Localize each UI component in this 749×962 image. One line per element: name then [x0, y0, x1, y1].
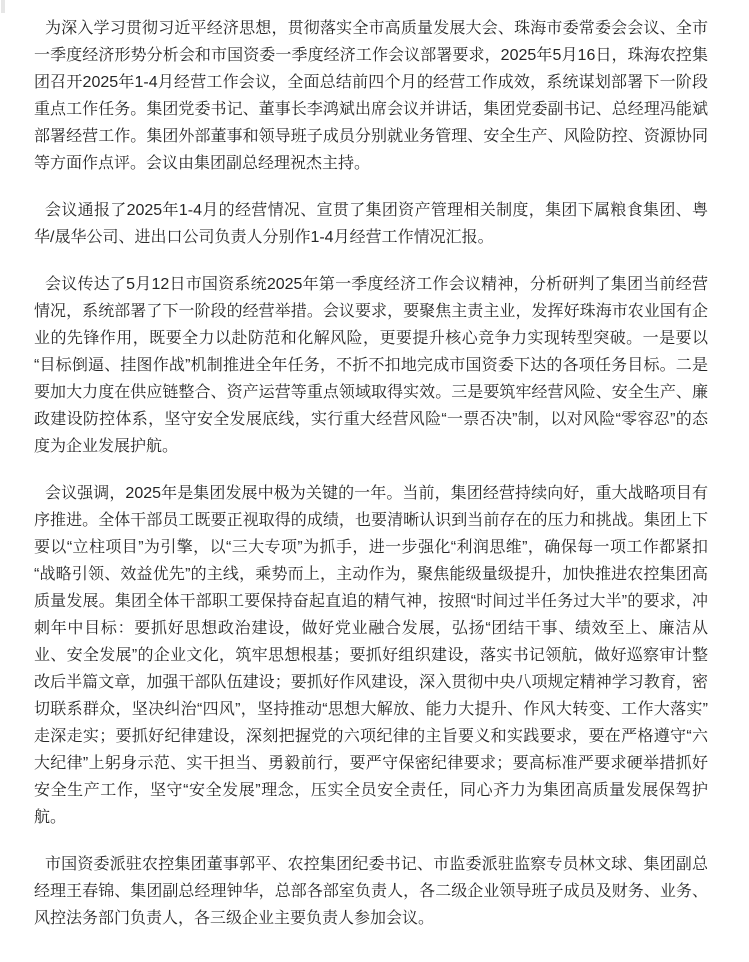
article-paragraph-intro: 为深入学习贯彻习近平经济思想，贯彻落实全市高质量发展大会、珠海市委常委会会议、全市一季度经济形势分析会和市国资委一季度经济工作会议部署要求，2025年5月16日，珠海农控集团召开2025年1-4月经营工作会议，全面总结前四个月的经营工作成效，系统谋划部署下一阶段重点工作任务。集团党委书记、董事长李鸿斌出席会议并讲话，集团党委副书记、总经理冯能斌部署经营工作。集团外部董事和领导班子成员分别就业务管理、安全生产、风险防控、资源协同等方面作点评。会议由集团副总经理祝杰主持。	[34, 20, 708, 172]
article-paragraph-briefing: 会议通报了2025年1-4月的经营情况、宣贯了集团资产管理相关制度，集团下属粮食集团、粤华/晟华公司、进出口公司负责人分别作1-4月经营工作情况汇报。	[34, 202, 708, 246]
article-paragraph-attendees: 市国资委派驻农控集团董事郭平、农控集团纪委书记、市监委派驻监察专员林文球、集团副总经理王春锦、集团副总经理钟华，总部各部室负责人，各二级企业领导班子成员及财务、业务、风控法务部门负责人，各三级企业主要负责人参加会议。	[34, 856, 708, 927]
article-paragraph-emphasis: 会议强调，2025年是集团发展中极为关键的一年。当前，集团经营持续向好，重大战略项目有序推进。全体干部员工既要正视取得的成绩，也要清晰认识到当前存在的压力和挑战。集团上下要以“立柱项目”为引擎，以“三大专项”为抓手，进一步强化“利润思维”，确保每一项工作都紧扣“战略引领、效益优先”的主线，乘势而上，主动作为，聚焦能级量级提升，加快推进农控集团高质量发展。集团全体干部职工要保持奋起直追的精气神，按照“时间过半任务过大半”的要求，冲刺年中目标：要抓好思想政治建设，做好党业融合发展，弘扬“团结干事、绩效至上、廉洁从业、安全发展”的企业文化，筑牢思想根基；要抓好组织建设，落实书记领航，做好巡察审计整改后半篇文章，加强干部队伍建设；要抓好作风建设，深入贯彻中央八项规定精神学习教育，密切联系群众，坚决纠治“四风”，坚持推动“思想大解放、能力大提升、作风大转变、工作大落实”走深走实；要抓好纪律建设，深刻把握党的六项纪律的主旨要义和实践要求，要在严格遵守“六大纪律”上躬身示范、实干担当、勇毅前行，要严守保密纪律要求；要高标准严要求硬举措抓好安全生产工作，坚守“安全发展”理念，压实全员安全责任，同心齐力为集团高质量发展保驾护航。	[34, 485, 708, 826]
article-paragraph-requirements: 会议传达了5月12日市国资系统2025年第一季度经济工作会议精神，分析研判了集团当前经营情况，系统部署了下一阶段的经营举措。会议要求，要聚焦主责主业，发挥好珠海市农业国有企业的先锋作用，既要全力以赴防范和化解风险，更要提升核心竞争力实现转型突破。一是要以“目标倒逼、挂图作战”机制推进全年任务，不折不扣地完成市国资委下达的各项任务目标。二是要加大力度在供应链整合、资产运营等重点领域取得实效。三是要筑牢经营风险、安全生产、廉政建设防控体系，坚守安全发展底线，实行重大经营风险“一票否决”制，以对风险“零容忍”的态度为企业发展护航。	[34, 276, 708, 455]
